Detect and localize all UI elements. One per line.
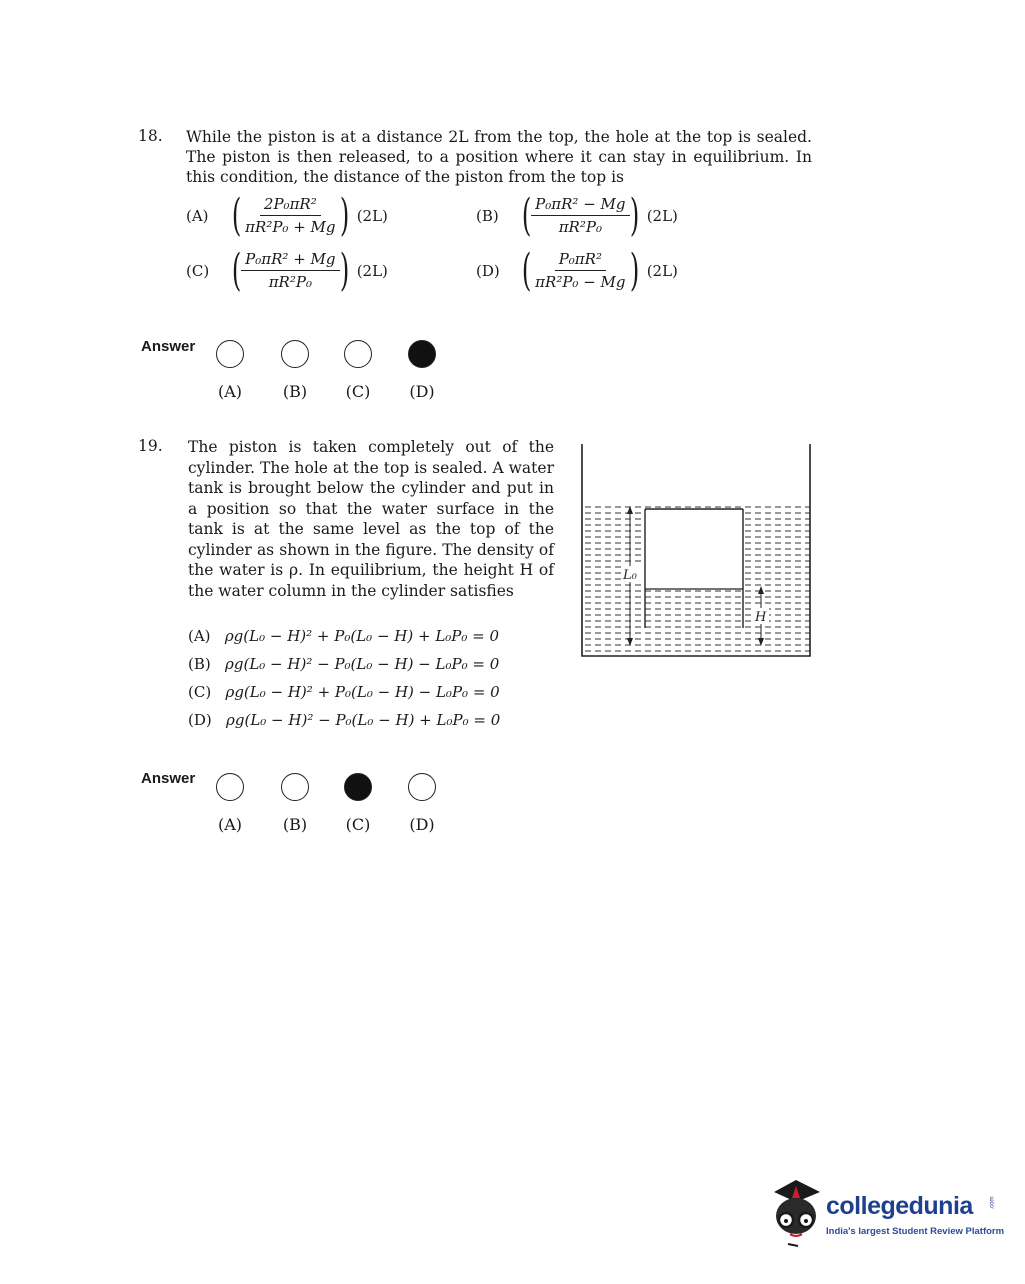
option-multiplier: (2L): [646, 261, 678, 280]
q18-bubble-label-a: (A): [217, 382, 243, 401]
cylinder-air: [645, 509, 743, 589]
q18-option-b: (B) ( $\frac{\text{P₀πR² − Mg}}{\text{πR²P₀}}$ ) (2L): [476, 189, 678, 241]
option-label: (B): [188, 655, 211, 673]
q19-figure: [575, 438, 817, 666]
q19-bubble-label-c: (C): [345, 815, 371, 834]
q19-option-a: [188, 627, 499, 645]
option-multiplier: (2L): [646, 206, 678, 225]
option-denominator: πR²P₀: [268, 273, 312, 291]
q18-number: 18.: [138, 127, 163, 145]
q19-option-b: [188, 655, 499, 673]
q18-option-a: (A) ( $\frac{\text{2P₀πR²}}{\text{πR²P₀ + Mg}}$ ) (2L): [186, 189, 388, 241]
q18-option-d: (D) ( $\frac{\text{P₀πR²}}{\text{πR²P₀ − Mg}}$ ) (2L): [476, 244, 678, 296]
q18-bubble-b[interactable]: [281, 340, 309, 368]
option-multiplier: (2L): [356, 206, 388, 225]
option-denominator: πR²P₀: [558, 218, 602, 236]
option-label: (C): [186, 261, 210, 280]
q19-bubble-label-d: (D): [409, 815, 435, 834]
label-h: H: [755, 610, 767, 625]
option-label: (D): [188, 711, 212, 729]
option-denominator: πR²P₀ + Mg: [245, 218, 336, 236]
logo-wordmark: collegedunia: [826, 1192, 973, 1220]
option-numerator: P₀πR² − Mg: [531, 195, 629, 216]
option-equation: ρg(L₀ − H)² + P₀(L₀ − H) − L₀P₀ = 0: [225, 683, 500, 701]
q19-text: The piston is taken completely out of the cylinder. The hole at the top is sealed. A water tank is brought below the cylinder and put in a position so that the water surface in the tank is at the same level as the top of the cylinder as shown in the figure. The density of the water is ρ. In equilibrium, the height H of the water column in the cylinder satisfies: [188, 438, 554, 600]
q18-bubble-label-d: (D): [409, 382, 435, 401]
q19-option-d: [188, 711, 500, 729]
q19-bubble-label-a: (A): [217, 815, 243, 834]
q19-answer-label: Answer: [141, 770, 196, 787]
q19-bubble-d[interactable]: [408, 773, 436, 801]
option-label: (A): [188, 627, 211, 645]
q19-bubble-b[interactable]: [281, 773, 309, 801]
option-label: (D): [476, 261, 500, 280]
q18-bubble-label-b: (B): [282, 382, 308, 401]
q18-text: While the piston is at a distance 2L from the top, the hole at the top is sealed. The piston is then released, to a position where it can stay in equilibrium. In this condition, the distance of the piston from the top is: [186, 128, 812, 186]
option-equation: ρg(L₀ − H)² + P₀(L₀ − H) + L₀P₀ = 0: [224, 627, 500, 645]
option-label: (A): [186, 206, 209, 225]
q19-bubble-a[interactable]: [216, 773, 244, 801]
logo-tagline: India's largest Student Review Platform: [826, 1226, 1005, 1237]
label-l0: L₀: [623, 568, 637, 583]
q18-bubble-d[interactable]: [408, 340, 436, 368]
option-numerator: P₀πR²: [555, 250, 606, 271]
mascot-icon: [768, 1178, 824, 1248]
q18-bubble-label-c: (C): [345, 382, 371, 401]
option-label: (B): [476, 206, 499, 225]
q18-option-c: (C) ( $\frac{\text{P₀πR² + Mg}}{\text{πR²P₀}}$ ) (2L): [186, 244, 388, 296]
q19-bubble-c[interactable]: [344, 773, 372, 801]
q18-bubble-c[interactable]: [344, 340, 372, 368]
option-multiplier: (2L): [356, 261, 388, 280]
option-numerator: 2P₀πR²: [260, 195, 321, 216]
q18-answer-label: Answer: [141, 338, 196, 355]
option-equation: ρg(L₀ − H)² − P₀(L₀ − H) − L₀P₀ = 0: [225, 655, 500, 673]
q19-bubble-label-b: (B): [282, 815, 308, 834]
logo-suffix: .com: [989, 1196, 996, 1210]
option-numerator: P₀πR² + Mg: [241, 250, 339, 271]
option-equation: ρg(L₀ − H)² − P₀(L₀ − H) + L₀P₀ = 0: [226, 711, 501, 729]
option-label: (C): [188, 683, 212, 701]
q19-number: 19.: [138, 437, 163, 455]
q19-option-c: [188, 683, 500, 701]
q18-bubble-a[interactable]: [216, 340, 244, 368]
option-denominator: πR²P₀ − Mg: [535, 273, 626, 291]
